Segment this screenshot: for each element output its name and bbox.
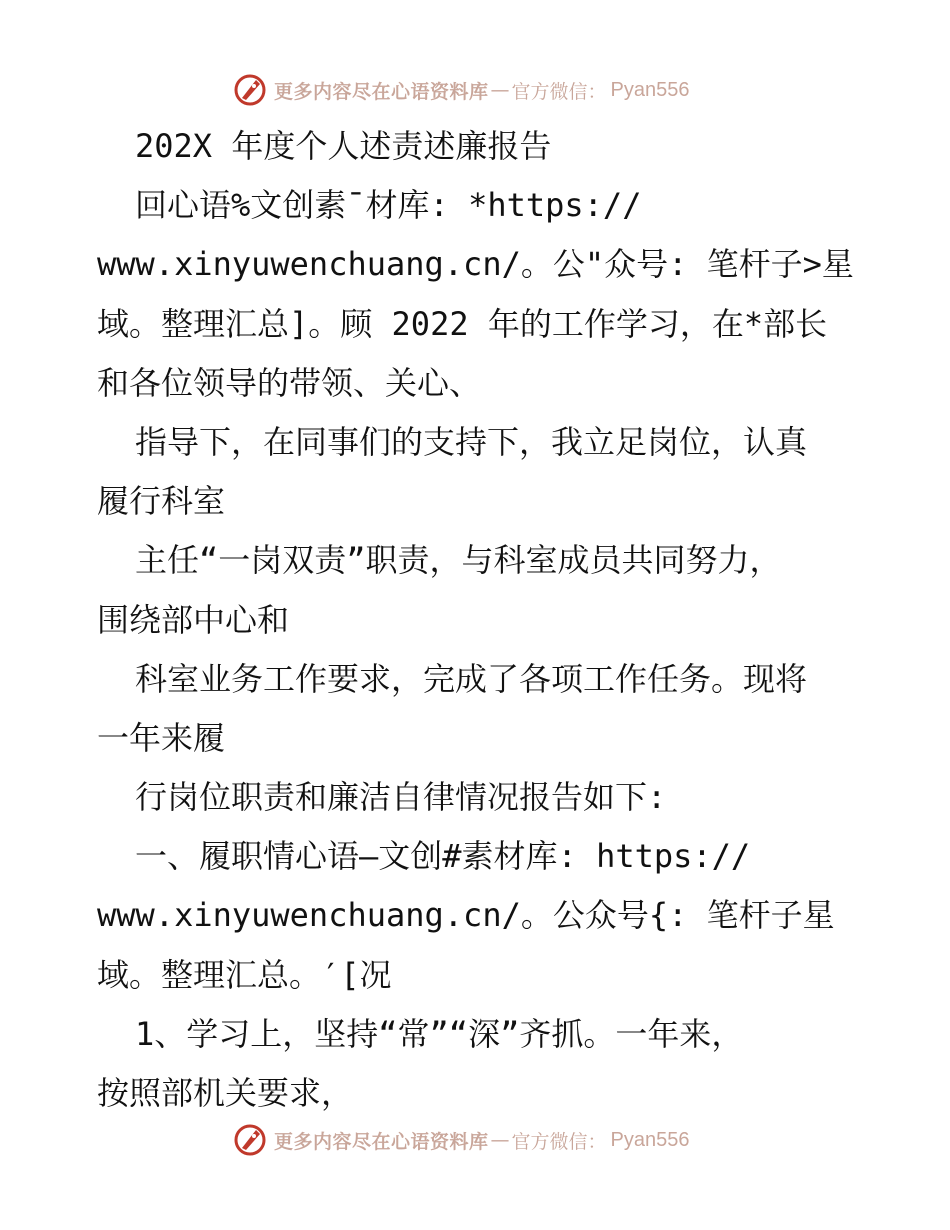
text-line: 指导下，在同事们的支持下，我立足岗位，认真	[135, 422, 808, 461]
text-line: 科室业务工作要求，完成了各项工作任务。现将	[135, 659, 808, 698]
text-line: 202X 年度个人述责述廉报告	[135, 127, 552, 165]
watermark-text: 更多内容尽在心语资料库	[274, 1130, 489, 1153]
text-line: 域。整理汇总]。顾 2022 年的工作学习，在*部长	[97, 304, 828, 343]
text-line: 一年来履	[97, 718, 226, 757]
watermark-dash: —	[490, 79, 510, 101]
document-body	[97, 117, 877, 1123]
header-watermark	[232, 70, 752, 110]
text-line: 和各位领导的带领、关心、	[97, 363, 482, 402]
text-line: 1、学习上，坚持“常”“深”齐抓。一年来，	[135, 1014, 744, 1053]
text-line: 域。整理汇总。′[况	[97, 955, 392, 994]
pen-nib-circle-icon	[232, 1122, 268, 1158]
watermark-wechat-label: 官方微信：	[511, 1130, 607, 1153]
text-line: 围绕部中心和	[97, 600, 290, 639]
text-line: 履行科室	[97, 482, 226, 521]
text-line: www.xinyuwenchuang.cn/。公众号{: 笔杆子星	[97, 896, 835, 935]
text-line: www.xinyuwenchuang.cn/。公"众号: 笔杆子>星	[97, 245, 854, 284]
text-line: 按照部机关要求，	[97, 1074, 354, 1112]
watermark-text: 更多内容尽在心语资料库	[274, 80, 489, 103]
text-line: 回心语%文创素¯材库: *https://	[135, 186, 642, 225]
watermark-wechat-label: 官方微信：	[511, 80, 607, 103]
text-line: 主任“一岗双责”职责，与科室成员共同努力，	[135, 541, 782, 580]
footer-watermark	[232, 1120, 752, 1160]
text-line: 一、履职情心语—文创#素材库: https://	[135, 837, 751, 876]
watermark-wechat-id: Pyan556	[610, 1128, 690, 1151]
pen-nib-circle-icon	[232, 72, 268, 108]
watermark-wechat-id: Pyan556	[610, 78, 690, 101]
text-line: 行岗位职责和廉洁自律情况报告如下:	[135, 778, 667, 817]
watermark-dash: —	[490, 1129, 510, 1151]
